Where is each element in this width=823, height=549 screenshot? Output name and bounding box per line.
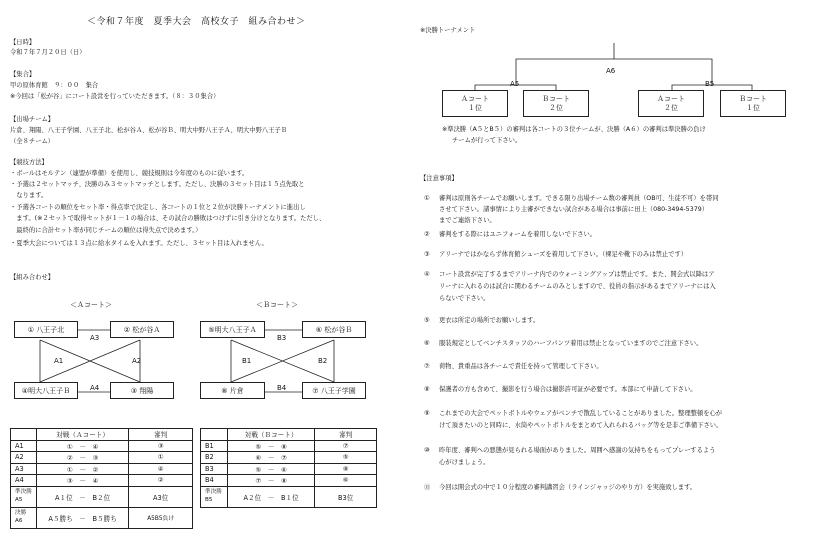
note-number: ②	[424, 231, 430, 238]
bracket-slot	[638, 90, 704, 117]
schedule-table-a	[10, 428, 193, 529]
team-box: ⑧ 片倉	[200, 382, 265, 399]
semifinal-label-line1: 準決勝	[15, 488, 32, 495]
method-heading: 【競技方法】	[10, 159, 48, 166]
match-pair: ① － ④	[36, 440, 128, 452]
table-row-final	[11, 507, 193, 528]
bracket-slot-court: Ａコート	[657, 94, 685, 103]
note-number: ③	[424, 251, 430, 258]
bracket-slot-rank: ２位	[549, 103, 563, 112]
tournament-heading: ※決勝トーナメント	[420, 27, 476, 34]
bracket-slot	[720, 90, 786, 117]
header-cell: 対戦（Ｂコート）	[227, 429, 314, 441]
meeting-line1: 甲の原体育館 ９：００ 集合	[10, 82, 99, 89]
referee: ④	[129, 463, 193, 475]
note-number: ⑪	[424, 484, 431, 491]
court-b-title: ＜Ｂコート＞	[256, 301, 298, 309]
final-label-line1: 決勝	[15, 509, 27, 516]
date-heading: 【日時】	[10, 39, 36, 46]
referee: ⑥	[315, 475, 377, 487]
match-pair: ⑦ － ⑧	[227, 475, 314, 487]
note-number: ④	[424, 271, 430, 278]
referee: A5B5負け	[129, 507, 193, 528]
referee: ⑦	[315, 440, 377, 452]
bracket-slot-court: Ｂコート	[739, 94, 767, 103]
page-title: ＜令和７年度 夏季大会 高校女子 組み合わせ＞	[87, 17, 306, 27]
method-line: 最終的に合計セット率が同じチームの順位は得失点で決めます。）	[10, 227, 202, 234]
semifinal-label	[11, 486, 37, 507]
table-row	[201, 440, 377, 452]
note-line: 服装規定としてベンチスタッフのハーフパンツ着用は禁止となっていますのでご注意下さい。	[439, 340, 703, 347]
note-number: ⑥	[424, 340, 430, 347]
match-pair: ⑥ － ⑦	[227, 452, 314, 464]
semi-right-label: B5	[705, 80, 715, 88]
header-cell: 審判	[129, 429, 193, 441]
note-line: 審判をする際にはユニフォームを着用しないで下さい。	[439, 231, 597, 238]
match-label: A4	[90, 384, 100, 392]
match-label: A1	[54, 357, 64, 365]
semifinal-label-line2: A5	[15, 496, 23, 503]
note-line: 保護者の方も含めて、撮影を行う場合は撮影許可証が必要です。本部にて申請して下さい。	[439, 386, 697, 393]
bracket-slot-court: Ａコート	[461, 94, 489, 103]
table-row	[201, 452, 377, 464]
schedule-table-b	[200, 428, 377, 508]
table-row	[201, 463, 377, 475]
referee: ⑧	[315, 463, 377, 475]
header-cell	[11, 429, 37, 441]
notes-heading: 【注意事項】	[420, 175, 458, 182]
semi-left-label: A5	[510, 80, 520, 88]
table-header-row	[201, 429, 377, 441]
match-id: A4	[11, 475, 37, 487]
method-line: なります。	[10, 192, 48, 199]
table-row	[11, 452, 193, 464]
bracket-slot-rank: １位	[746, 103, 760, 112]
match-label: A2	[132, 357, 142, 365]
note-line: けて頂きたいのと同時に、水筒やペットボトルをまとめて入れられるバッグ等を是非ご準備下さい。	[439, 422, 723, 429]
team-box: ⑦ 八王子学園	[302, 382, 366, 399]
note-line: らないで下さい。	[439, 295, 490, 302]
note-line: 心がけましょう。	[439, 459, 490, 466]
court-a-title: ＜Ａコート＞	[70, 301, 112, 309]
match-pair: ② － ③	[36, 452, 128, 464]
match-label: B1	[242, 357, 252, 365]
method-line: ・ボールはモルテン（連盟が準備）を使用し、競技規則は今年度のものに従います。	[10, 170, 249, 177]
note-line: までご連絡下さい。	[439, 217, 496, 224]
note-line: させて下さい。諸事情により主審ができない試合がある場合は事前に田上（080-3494-5379）	[439, 206, 709, 213]
note-line: 今回は開会式の中で１０分程度の審判講習会（ラインジャッジのやり方）を実施致します。	[439, 484, 697, 491]
bracket-slot	[523, 90, 589, 117]
final-match-label: A6	[606, 67, 616, 75]
note-line: 審判は原則各チームでお願いします。できる限り出場チーム数の審判員（OB可、生徒不可）を帯同	[439, 195, 719, 202]
table-header-row	[11, 429, 193, 441]
match-label: B3	[277, 334, 287, 342]
note-line: コート設営が完了するまでアリーナ内でのウォーミングアップは禁止です。また、開会式以降はア	[439, 271, 715, 278]
match-id: B4	[201, 475, 228, 487]
note-line: これまでの大会でペットボトルやウェアがベンチで散乱していることがありました。整理整頓を心が	[439, 410, 723, 417]
referee: A3位	[129, 486, 193, 507]
note-number: ⑨	[424, 410, 430, 417]
referee: ②	[129, 475, 193, 487]
note-line: 荷物、貴重品は各チームで責任を持って管理して下さい。	[439, 363, 603, 370]
match-label: B4	[277, 384, 287, 392]
match-label: A3	[90, 334, 100, 342]
note-number: ⑩	[424, 447, 430, 454]
teams-heading: 【出場チーム】	[10, 116, 55, 123]
tournament-note-line2: チームが行って下さい。	[452, 137, 522, 144]
header-cell: 対戦（Ａコート）	[36, 429, 128, 441]
final-label-line2: A6	[15, 517, 23, 524]
teams-line2: （全８チーム）	[10, 138, 55, 145]
match-pair: ③ － ④	[36, 475, 128, 487]
header-cell: 審判	[315, 429, 377, 441]
note-number: ⑤	[424, 317, 430, 324]
match-id: B2	[201, 452, 228, 464]
team-box: ④明大八王子Ｂ	[14, 382, 78, 399]
bracket-slot-court: Ｂコート	[542, 94, 570, 103]
match-pair: ⑤ － ⑧	[227, 440, 314, 452]
referee: ③	[129, 440, 193, 452]
final-label	[11, 507, 37, 528]
match-pair: A１位 － B２位	[36, 486, 128, 507]
method-line: ます。(※２セットで取得セットが１－１の場合は、その試合の勝敗はつけずに引き分けとなります。ただし、	[10, 215, 326, 222]
match-id: A2	[11, 452, 37, 464]
team-box: ② 松が谷Ａ	[110, 321, 174, 338]
note-number: ①	[424, 195, 430, 202]
note-line: 更衣は所定の場所でお願いします。	[439, 317, 540, 324]
note-line: アリーナではかならず体育館シューズを着用して下さい。（裸足や靴下のみは禁止です）	[439, 251, 688, 258]
match-id: B3	[201, 463, 228, 475]
team-box: ⑤明大八王子Ａ	[200, 321, 265, 338]
bracket-slot-rank: １位	[468, 103, 482, 112]
meeting-line2: ※今回は「松が谷」にコート設営を行っていただきます。（８：３０集合）	[10, 93, 220, 100]
semifinal-label-line1: 準決勝	[205, 488, 222, 495]
match-pair: A２位 － B１位	[227, 486, 314, 507]
referee: B3位	[315, 486, 377, 507]
method-line: ・予選は２セットマッチ、決勝のみ３セットマッチとします。ただし、決勝の３セット目は１５点先取と	[10, 181, 305, 188]
semifinal-label	[201, 486, 228, 507]
match-id: B1	[201, 440, 228, 452]
table-row	[11, 440, 193, 452]
note-line: リーナに入れるのは試合に関わるチームのみとしますので、役員の指示があるまでアリーナには入	[439, 283, 716, 290]
team-box: ① 八王子北	[14, 321, 78, 338]
table-row	[11, 463, 193, 475]
table-row-semifinal	[201, 486, 377, 507]
bracket-slot	[442, 90, 508, 117]
table-row	[201, 475, 377, 487]
match-pair: ⑤ － ⑥	[227, 463, 314, 475]
meeting-heading: 【集合】	[10, 71, 36, 78]
tournament-note-line1: ※準決勝（A５とB５）の審判は各コートの３位チームが、決勝（A６）の審判は準決勝の負け	[442, 126, 706, 133]
method-line: ・夏季大会については１３点に給水タイムを入れます。ただし、３セット目は入れません。	[10, 240, 268, 247]
table-row-semifinal	[11, 486, 193, 507]
semifinal-label-line2: B5	[205, 496, 213, 503]
draw-heading: 【組み合わせ】	[10, 274, 55, 281]
bracket-slot-rank: ２位	[664, 103, 678, 112]
table-row	[11, 475, 193, 487]
referee: ①	[129, 452, 193, 464]
team-box: ③ 翔陽	[110, 382, 174, 399]
match-id: A3	[11, 463, 37, 475]
match-label: B2	[318, 357, 328, 365]
match-id: A1	[11, 440, 37, 452]
referee: ⑤	[315, 452, 377, 464]
header-cell	[201, 429, 228, 441]
teams-line1: 片倉、翔陽、八王子学園、八王子北、松が谷Ａ、松が谷Ｂ、明大中野八王子Ａ、明大中野八王子Ｂ	[10, 127, 288, 134]
match-pair: A５勝ち － B５勝ち	[36, 507, 128, 528]
note-line: 昨年度、審判への悪態が見られる場面がありました。周囲へ感謝の気持ちをもってプレーするよう	[439, 447, 716, 454]
note-number: ⑦	[424, 363, 430, 370]
note-number: ⑧	[424, 386, 430, 393]
match-pair: ① － ②	[36, 463, 128, 475]
team-box: ⑥ 松が谷Ｂ	[302, 321, 366, 338]
date-value: 令和７年７月２０日（日）	[10, 49, 86, 56]
method-line: ・予選各コートの順位をセット率・得点率で決定し、各コートの１位と２位が決勝トーナメントに進出し	[10, 204, 306, 211]
